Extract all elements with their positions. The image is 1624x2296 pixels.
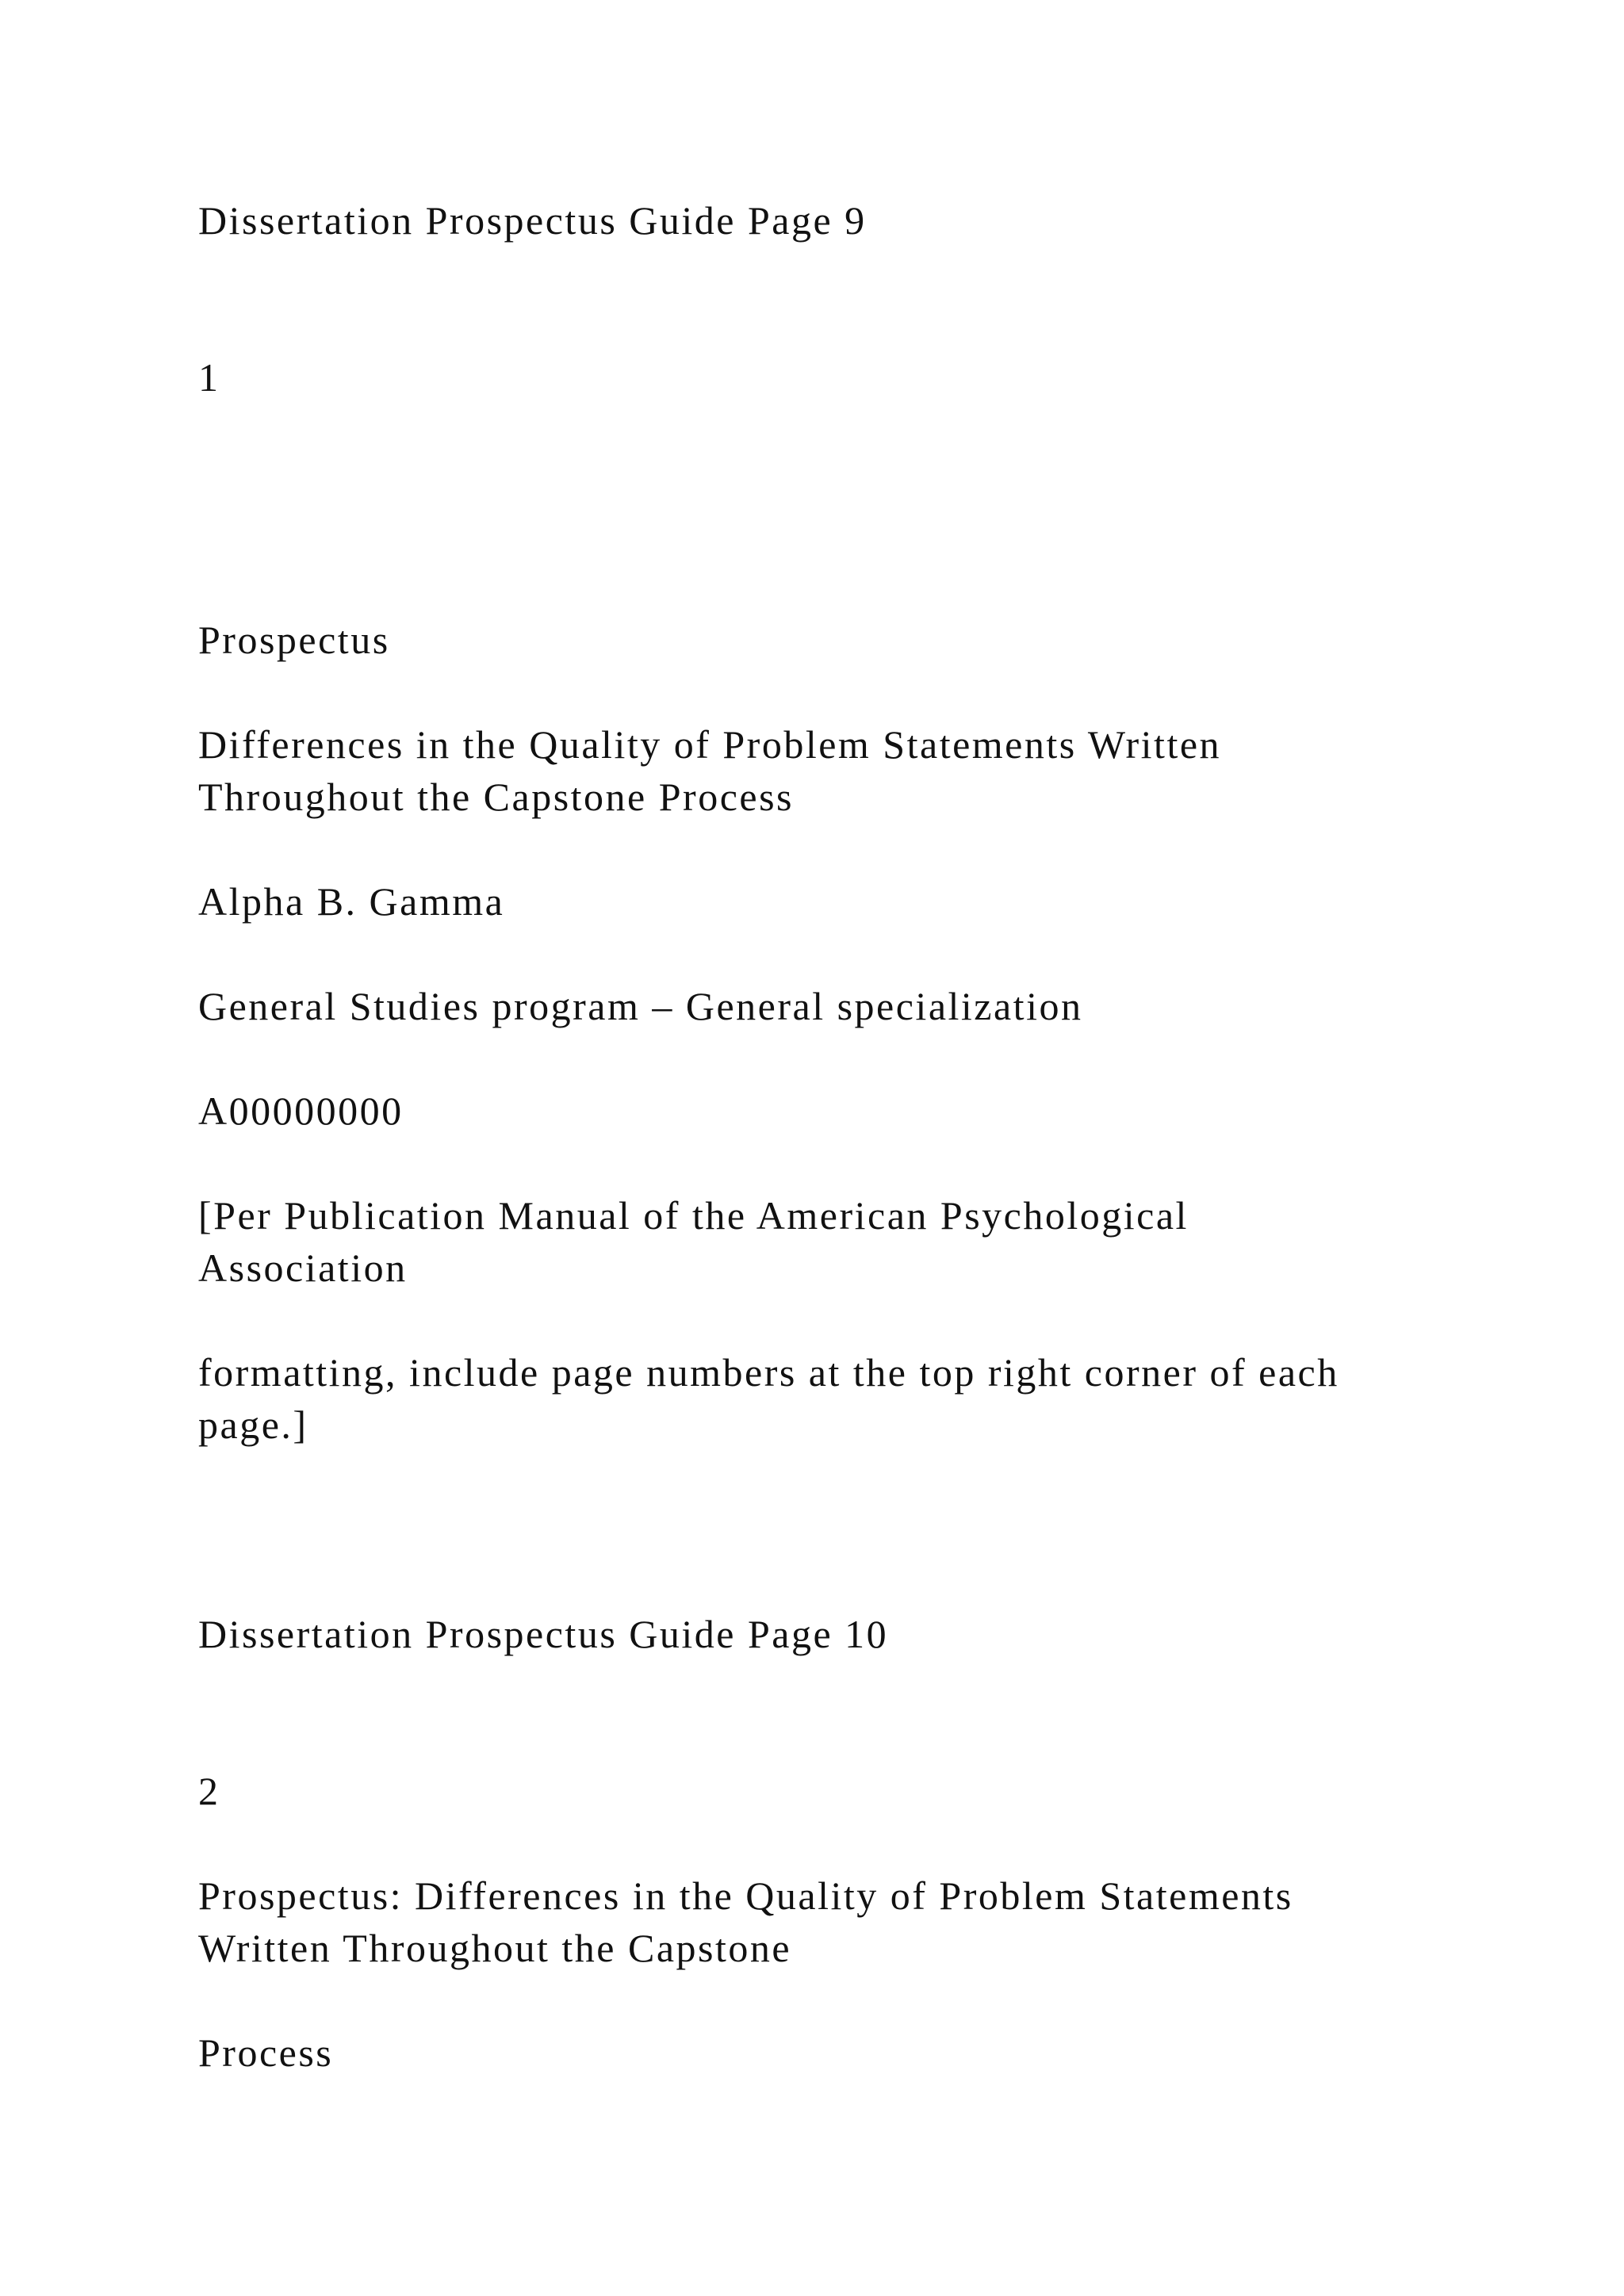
page-number: 1: [198, 355, 220, 400]
formatting-note: Association: [198, 1246, 408, 1290]
program-name: General Studies program – General specialization: [198, 984, 1083, 1028]
page-header: Dissertation Prospectus Guide Page 10: [198, 1612, 889, 1656]
student-id: A00000000: [198, 1089, 404, 1133]
author-name: Alpha B. Gamma: [198, 879, 505, 924]
document-title: Differences in the Quality of Problem Statements Written: [198, 722, 1222, 767]
section-title: Prospectus: [198, 618, 390, 662]
running-title: Written Throughout the Capstone: [198, 1926, 792, 1970]
formatting-note: page.]: [198, 1402, 308, 1447]
page-number: 2: [198, 1769, 220, 1813]
running-title: Prospectus: Differences in the Quality of Problem Statements: [198, 1873, 1293, 1918]
running-title: Process: [198, 2030, 334, 2075]
page-header: Dissertation Prospectus Guide Page 9: [198, 198, 867, 243]
formatting-note: [Per Publication Manual of the American Psychological: [198, 1193, 1189, 1238]
formatting-note: formatting, include page numbers at the top right corner of each: [198, 1350, 1339, 1395]
document-title: Throughout the Capstone Process: [198, 775, 795, 819]
